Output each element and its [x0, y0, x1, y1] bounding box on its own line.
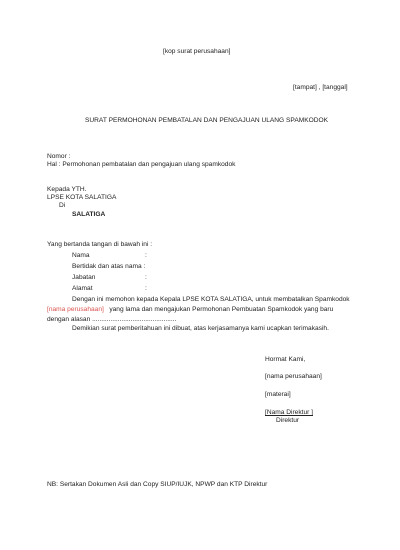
field-bertindak-label: Bertidak dan atas nama :: [72, 263, 146, 270]
di-line: Di: [59, 202, 66, 209]
para2: Demikian surat pemberitahuan ini dibuat, atas kerjasamanya kami ucapkan terimakasih.: [72, 325, 329, 332]
field-alamat-colon: :: [145, 285, 147, 292]
kepada-line: Kepada YTH.: [47, 186, 87, 193]
letter-title: SURAT PERMOHONAN PEMBATALAN DAN PENGAJUAN ULANG SPAMKODOK: [85, 117, 329, 124]
salatiga-line: SALATIGA: [72, 211, 106, 218]
para1-line1: Dengan ini memohon kepada Kepala LPSE KOTA SALATIGA, untuk membatalkan Spamkodok: [72, 296, 350, 303]
materai: [materai]: [265, 391, 291, 398]
field-nama-colon: :: [145, 252, 147, 259]
field-nama-label: Nama: [72, 252, 90, 259]
hal-line: Hal : Permohonan pembatalan dan pengajuan ulang spamkodok: [47, 161, 236, 168]
nama-perusahaan-red: [nama perusahaan]: [47, 306, 104, 313]
lpse-line: LPSE KOTA SALATIGA: [47, 194, 117, 201]
nama-direktur: [Nama Direktur ]: [265, 409, 313, 416]
hormat-kami: Hormat Kami,: [265, 356, 306, 363]
para1-line3: dengan alasan ..............................................: [47, 316, 177, 323]
sign-nama-perusahaan: [nama perusahaan]: [265, 373, 322, 380]
direktur-title: Direktur: [276, 417, 300, 424]
field-jabatan-colon: :: [145, 274, 147, 281]
nb-note: NB: Sertakan Dokumen Asli dan Copy SIUP/IUJK, NPWP dan KTP Direktur: [47, 481, 268, 488]
nomor-line: Nomor :: [47, 153, 71, 160]
para1-line2: [47, 306, 333, 314]
tempat-tanggal: [tampat] , [tanggal]: [293, 84, 348, 91]
field-alamat-label: Alamat: [72, 285, 93, 292]
para1-mid: yang lama dan mengajukan Permohonan Pembuatan Spamkodok yang baru: [109, 306, 334, 313]
field-jabatan-label: Jabatan: [72, 274, 96, 281]
intro-line: Yang bertanda tangan di bawah ini :: [47, 241, 153, 248]
kop-surat: [kop surat perusahaan]: [163, 48, 231, 55]
